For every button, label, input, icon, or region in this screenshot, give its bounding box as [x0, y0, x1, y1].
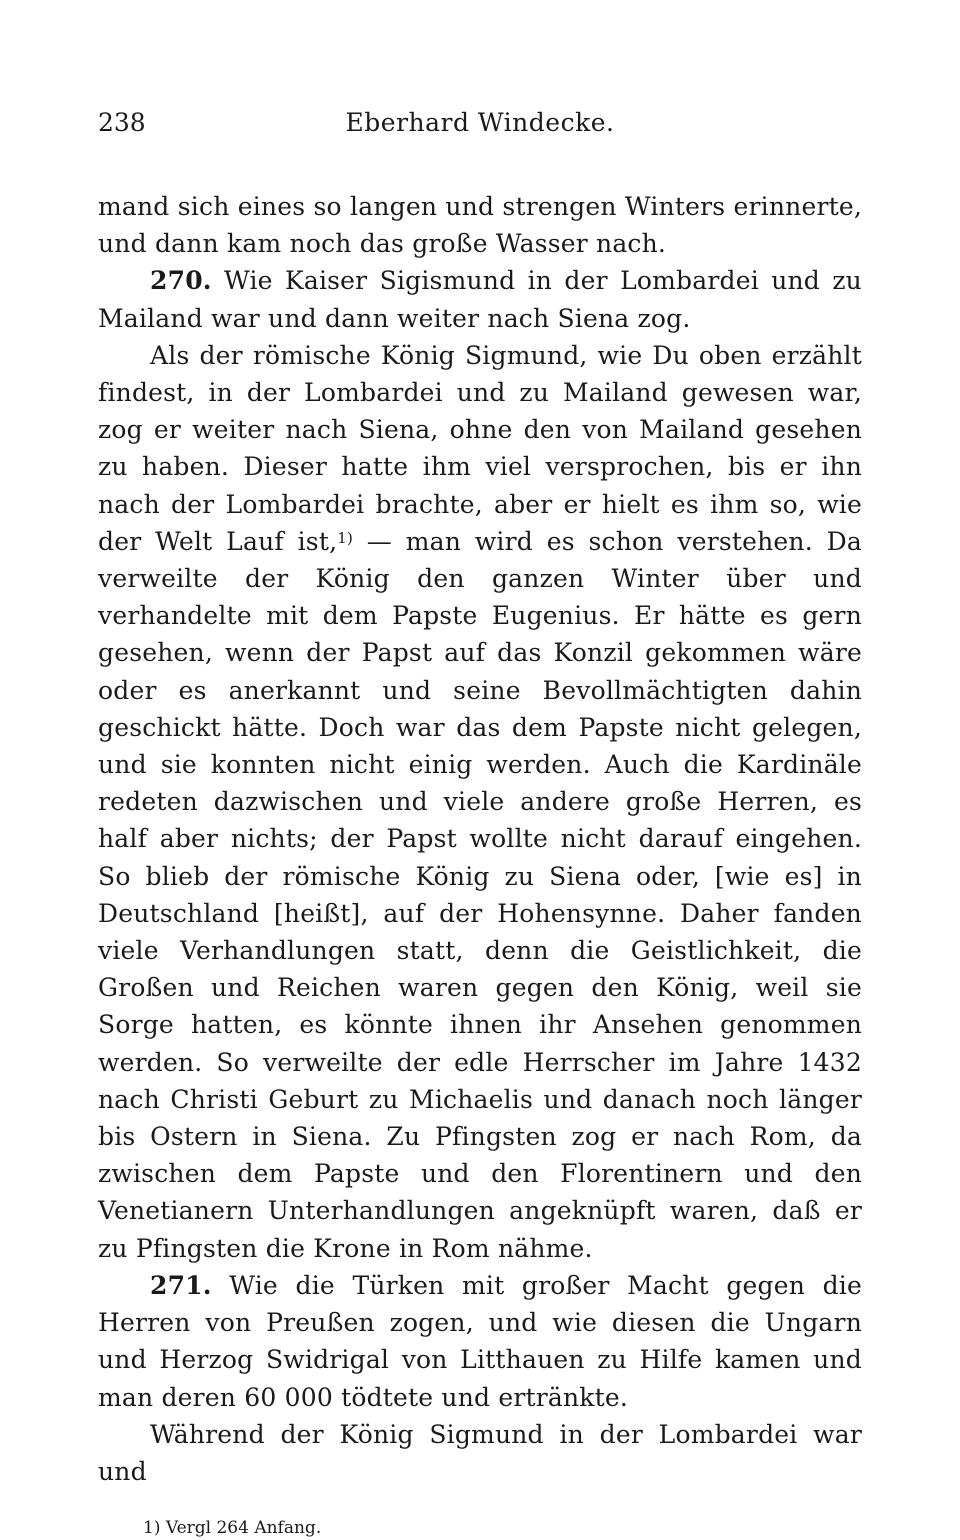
footnote: 1) Vergl 264 Anfang.	[143, 1518, 322, 1539]
running-title: Eberhard Windecke.	[345, 108, 615, 137]
paragraph-start	[98, 1416, 862, 1490]
section-heading-271	[98, 1267, 862, 1416]
paragraph-continuation	[98, 188, 862, 262]
paragraph-main	[98, 337, 862, 1267]
section-number: 271.	[150, 1270, 212, 1300]
footnote-reference: 1)	[337, 528, 354, 547]
paragraph-text: — man wird es schon verstehen. Da verweilte der König den ganzen Winter über und verhandelte mit dem Papste Eugenius. Er hätte es gern gesehen, wenn der Papst auf das Konzil gekommen wäre oder es anerkannt und seine Bevollmächtigten dahin geschickt hätte. Doch war das dem Papste nicht gelegen, und sie konnten nicht einig werden. Auch die Kardinäle redeten dazwischen und viele andere große Herren, es half aber nichts; der Papst wollte nicht darauf eingehen. So blieb der römische König zu Siena oder, [wie es] in Deutschland [heißt], auf der Hohensynne. Daher fanden viele Verhandlungen statt, denn die Geistlichkeit, die Großen und Reichen waren gegen den König, weil sie Sorge hatten, es könnte ihnen ihr Ansehen genommen werden. So verweilte der edle Herrscher im Jahre 1432 nach Christi Geburt zu Michaelis und danach noch länger bis Ostern in Siena. Zu Pfingsten zog er nach Rom, da zwischen dem Papste und den Florentinern und den Venetianern Unterhandlungen angeknüpft waren, daß er zu Pfingsten die Krone in Rom nähme.	[98, 526, 862, 1263]
book-page	[98, 108, 862, 1540]
paragraph-text: Während der König Sigmund in der Lombardei war und	[98, 1419, 862, 1486]
section-number: 270.	[150, 266, 212, 296]
section-heading-270	[98, 262, 862, 336]
paragraph-text: Als der römische König Sigmund, wie Du oben erzählt findest, in der Lombardei und zu Mailand gewesen war, zog er weiter nach Siena, ohne den von Mailand gesehen zu haben. Dieser hatte ihm viel versprochen, bis er ihn nach der Lombardei brachte, aber er hielt es ihm so, wie der Welt Lauf ist,	[98, 340, 862, 556]
page-number: 238	[98, 108, 146, 137]
section-heading-text: Wie die Türken mit großer Macht gegen die Herren von Preußen zogen, und wie diesen die Ungarn und Herzog Swidrigal von Litthauen zu Hilfe kamen und man deren 60 000 tödtete und ertränkte.	[98, 1270, 862, 1412]
running-head	[98, 108, 862, 148]
body-text	[98, 188, 862, 1490]
paragraph-text: mand sich eines so langen und strengen Winters erinnerte, und dann kam noch das große Wasser nach.	[98, 192, 862, 259]
section-heading-text: Wie Kaiser Sigismund in der Lombardei und zu Mailand war und dann weiter nach Siena zog.	[98, 266, 862, 333]
